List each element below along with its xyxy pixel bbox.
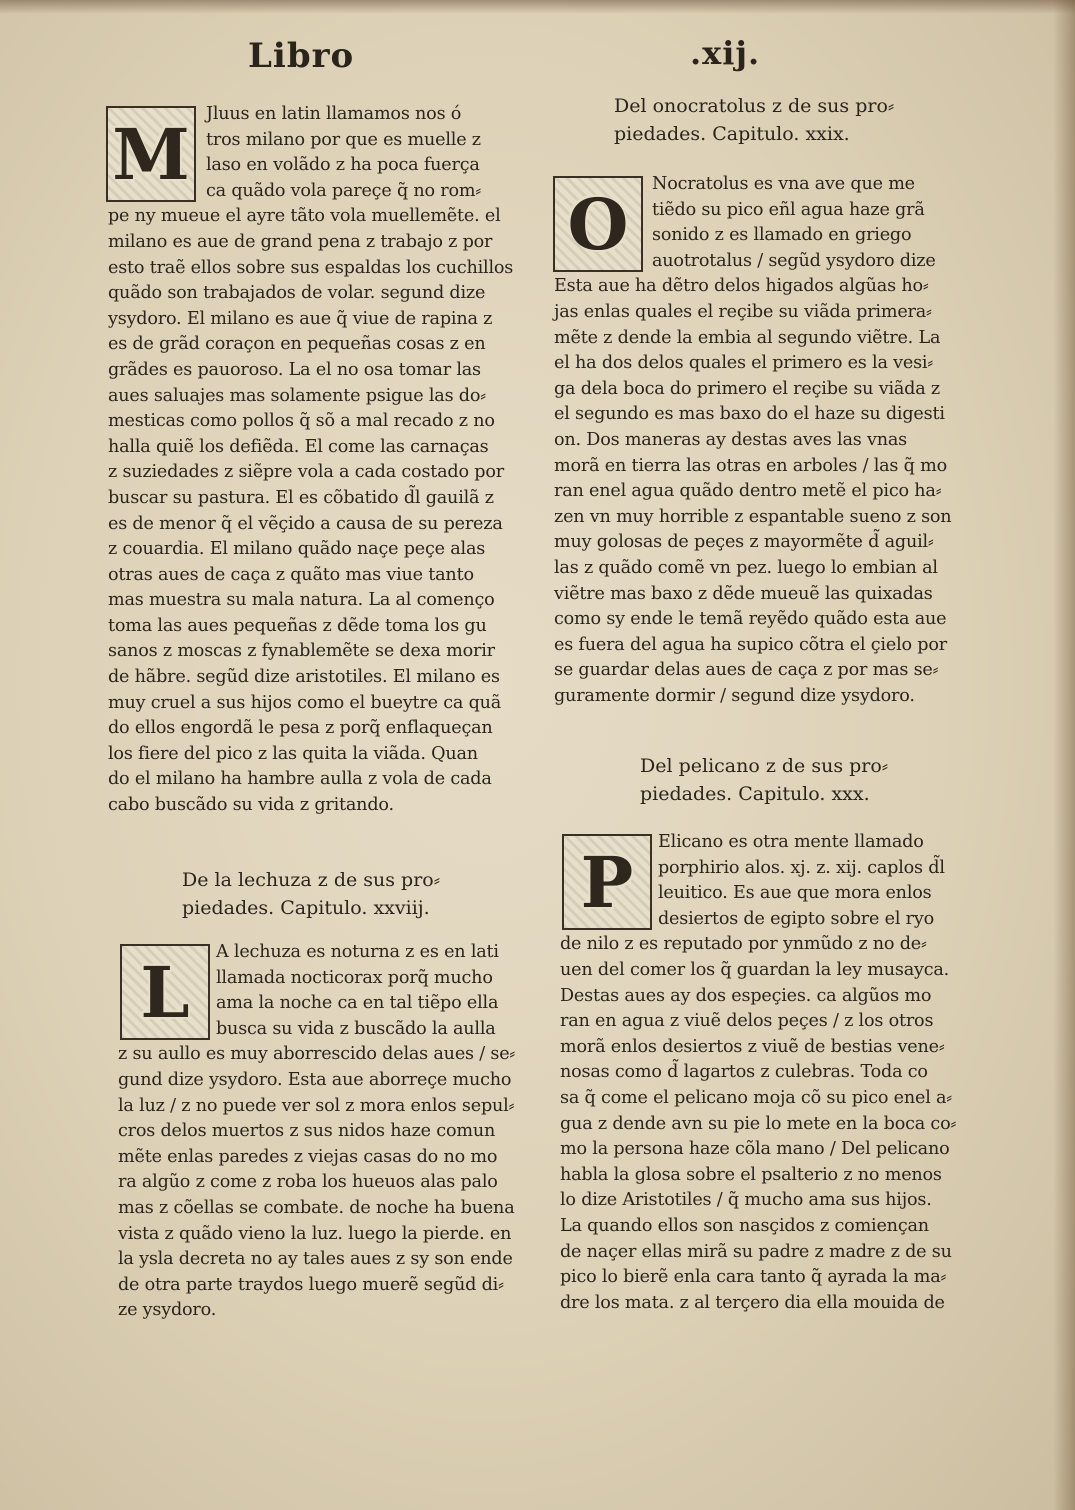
text-line: Destas aues ay dos espeçies. ca algũos mo [560, 985, 932, 1006]
text-line: quãdo son trabajados de volar. segund dize [108, 283, 486, 304]
text-line: muy cruel a sus hijos como el bueytre ca quã [108, 692, 502, 713]
text-line: cabo buscãdo su vida z gritando. [108, 795, 394, 816]
text-line: Del pelicano z de sus pro⸗ [640, 755, 889, 777]
text-line: los fiere del pico z las quita la viãda. Quan [108, 743, 478, 764]
text-line: morã en tierra las otras en arboles / las q̃ mo [554, 455, 947, 476]
text-line: toma las aues pequeñas z dẽde toma los gu [108, 615, 487, 636]
page-right-shadow [1053, 0, 1075, 1510]
text-line: ama la noche ca en tal tiẽpo ella [216, 993, 499, 1014]
text-line: Esta aue ha dẽtro delos higados algũas ho⸗ [554, 276, 929, 297]
text-line: zen vn muy horrible z espantable sueno z son [554, 506, 952, 527]
text-line: do ellos engordã le pesa z porq̃ enflaqueçan [108, 718, 493, 739]
text-line: es de grãd coraçon en pequeñas cosas z en [108, 334, 486, 355]
text-line: las z quãdo comẽ vn pez. luego lo embian al [554, 557, 938, 578]
text-line: halla quiẽ los defiẽda. El come las carnaças [108, 436, 489, 457]
text-line: ran enel agua quãdo dentro metẽ el pico ha⸗ [554, 481, 942, 502]
text-line: mo la persona haze cõla mano / Del pelicano [560, 1139, 950, 1160]
lechuza-chapter-title [182, 866, 440, 922]
text-line: porphirio alos. xj. z. xij. caplos d̃l [658, 857, 945, 878]
initial-letter: L [140, 950, 190, 1034]
text-line: uen del comer los q̃ guardan la ley musayca. [560, 959, 950, 980]
text-line: ze ysydoro. [118, 1300, 217, 1321]
text-line: z su aullo es muy aborrescido delas aues / se⸗ [118, 1044, 516, 1065]
initial-letter: P [580, 840, 634, 924]
text-line: grãdes es pauoroso. La el no osa tomar las [108, 359, 481, 380]
text-line: viẽtre mas baxo z dẽde mueuẽ las quixadas [554, 583, 933, 604]
text-line: gua z dende avn su pie lo mete en la boca co⸗ [560, 1113, 957, 1134]
text-line: mẽte z dende la embia al segundo viẽtre. La [554, 327, 941, 348]
text-line: de otra parte traydos luego muerẽ segũd di⸗ [118, 1274, 504, 1295]
text-line: gund dize ysydoro. Esta aue aborreçe mucho [118, 1069, 512, 1090]
text-line: dre los mata. z al terçero dia ella mouida de [560, 1292, 945, 1313]
text-line: muy golosas de peçes z mayormẽte d̃ aguil⸗ [554, 532, 934, 553]
text-line: laso en volãdo z ha poca fuerça [206, 155, 480, 176]
text-line: lo dize Aristotiles / q̃ mucho ama sus hijos. [560, 1190, 932, 1211]
text-line: aues saluajes mas solamente psigue las do⸗ [108, 385, 486, 406]
text-line: guramente dormir / segund dize ysydoro. [554, 685, 915, 706]
text-line: jas enlas quales el reçibe su viãda primera⸗ [554, 301, 932, 322]
text-line: sanos z moscas z fynablemẽte se dexa morir [108, 641, 495, 662]
text-line: ysydoro. El milano es aue q̃ viue de rapina z [108, 308, 493, 329]
text-line: tros milano por que es muelle z [206, 129, 481, 150]
text-line: vista z quãdo vieno la luz. luego la pierde. en [118, 1223, 512, 1244]
text-line: tiẽdo su pico eñl agua haze grã [652, 199, 925, 220]
text-line: de hãbre. segũd dize aristotiles. El milano es [108, 667, 500, 688]
page-top-shadow [0, 0, 1075, 14]
text-line: Jluus en latin llamamos nos ó [206, 104, 462, 124]
text-line: z suziedades z siẽpre vola a cada costado por [108, 462, 504, 483]
text-line: ra algũo z come z roba los hueuos alas palo [118, 1172, 498, 1193]
milano-text [108, 102, 514, 819]
text-line: Del onocratolus z de sus pro⸗ [614, 95, 895, 117]
text-line: sa q̃ come el pelicano moja cõ su pico enel a⸗ [560, 1087, 952, 1108]
lechuza-text [118, 940, 516, 1324]
text-line: piedades. Capitulo. xxix. [614, 123, 850, 145]
text-line: pico lo bierẽ enla cara tanto q̃ ayrada la ma⸗ [560, 1267, 947, 1288]
text-line: busca su vida z buscãdo la aulla [216, 1018, 496, 1039]
text-line: on. Dos maneras ay destas aves las vnas [554, 429, 907, 450]
initial-letter: O [567, 182, 629, 266]
text-line: de naçer ellas mirã su padre z madre z de su [560, 1241, 952, 1262]
onocratolus-text [554, 172, 954, 709]
text-line: buscar su pastura. El es cõbatido d̃l gauilã z [108, 487, 494, 508]
pelicano-text [560, 830, 960, 1316]
text-line: do el milano ha hambre aulla z vola de cada [108, 769, 492, 790]
text-line: morã enlos desiertos z viuẽ de bestias vene⸗ [560, 1036, 945, 1057]
text-line: como sy ende le temã reyẽdo quãdo esta aue [554, 609, 947, 630]
text-line: nosas como d̃ lagartos z culebras. Toda co [560, 1062, 928, 1083]
text-line: desiertos de egipto sobre el ryo [658, 908, 934, 929]
text-line: otras aues de caça z quãto mas viue tanto [108, 564, 474, 585]
text-line: mẽte enlas paredes z viejas casas do no mo [118, 1146, 498, 1167]
text-line: cros delos muertos z sus nidos haze comun [118, 1121, 496, 1142]
text-line: leuitico. Es aue que mora enlos [658, 883, 932, 904]
text-line: ga dela boca do primero el reçibe su viãda z [554, 378, 940, 399]
text-line: milano es aue de grand pena z trabajo z por [108, 231, 493, 252]
text-line: La quando ellos son nasçidos z comiençan [560, 1215, 929, 1236]
text-line: es fuera del agua ha supico cõtra el çielo por [554, 634, 947, 655]
text-line: de nilo z es reputado por ynmũdo z no de⸗ [560, 934, 927, 955]
text-line: el segundo es mas baxo do el haze su digesti [554, 404, 945, 425]
text-line: la luz / z no puede ver sol z mora enlos sepul⸗ [118, 1095, 515, 1116]
text-line: ran en agua z viuẽ delos peçes / z los otros [560, 1011, 934, 1032]
text-line: z couardia. El milano quãdo naçe peçe alas [108, 539, 486, 560]
text-line: piedades. Capitulo. xxviij. [182, 897, 430, 919]
text-line: la ysla decreta no ay tales aues z sy son ende [118, 1249, 513, 1270]
text-line: mesticas como pollos q̃ sõ a mal recado z no [108, 411, 495, 432]
text-line: llamada nocticorax porq̃ mucho [216, 967, 493, 988]
text-line: A lechuza es noturna z es en lati [216, 942, 499, 962]
text-line: esto traẽ ellos sobre sus espaldas los cuchillos [108, 257, 514, 278]
text-line: sonido z es llamado en griego [652, 225, 912, 246]
folio-number: .xij. [690, 34, 761, 72]
initial-letter: M [112, 112, 190, 196]
text-line: ca quãdo vola pareçe q̃ no rom⸗ [206, 180, 482, 201]
text-line: auotrotalus / segũd ysydoro dize [652, 250, 936, 271]
text-line: Nocratolus es vna ave que me [652, 174, 915, 194]
pelicano-chapter-title [640, 752, 888, 808]
text-line: pe ny mueue el ayre tãto vola muellemẽte. el [108, 206, 501, 227]
running-head-libro: Libro [248, 36, 355, 76]
text-line: piedades. Capitulo. xxx. [640, 783, 870, 805]
text-line: mas z cõellas se combate. de noche ha buena [118, 1197, 515, 1218]
text-line: el ha dos delos quales el primero es la vesi⸗ [554, 353, 934, 374]
text-line: Elicano es otra mente llamado [658, 832, 924, 852]
onocratolus-chapter-title [614, 92, 894, 148]
text-line: De la lechuza z de sus pro⸗ [182, 869, 441, 891]
text-line: es de menor q̃ el vẽçido a causa de su pereza [108, 513, 503, 534]
text-line: mas muestra su mala natura. La al començo [108, 590, 495, 611]
text-line: se guardar delas aues de caça z por mas se⸗ [554, 660, 939, 681]
text-line: habla la glosa sobre el psalterio z no menos [560, 1164, 942, 1185]
